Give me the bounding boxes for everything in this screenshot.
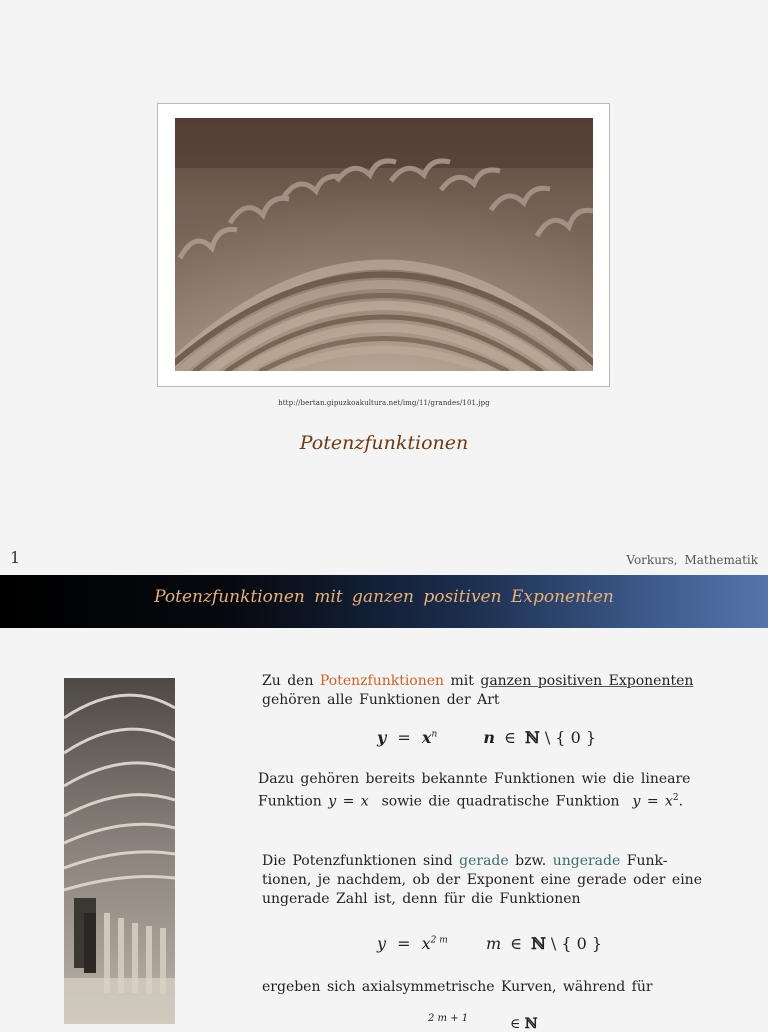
period: .	[678, 793, 684, 810]
term-gerade: gerade	[459, 853, 509, 869]
cloister-photo	[64, 678, 175, 1024]
formula-excluded: { 0 }	[561, 934, 603, 953]
gothic-arch-image	[175, 118, 593, 371]
text-a: Die Potenzfunktionen sind	[262, 853, 453, 869]
paragraph-definition	[262, 672, 722, 710]
formula-x: x	[421, 934, 431, 953]
formula-excluded: { 0 }	[555, 728, 597, 747]
formula-eq: =	[397, 934, 411, 953]
formula-var: n	[483, 728, 496, 747]
formula-in: ∈	[504, 728, 516, 747]
formula-exponent: 2 m	[430, 935, 448, 946]
text-c: Funk-	[626, 853, 668, 869]
term-potenzfunktionen: Potenzfunktionen	[319, 673, 445, 689]
paragraph-axial: ergeben sich axialsymmetrische Kurven, während für	[262, 979, 653, 995]
text-mid: mit	[450, 673, 474, 689]
formula-x: x	[421, 728, 432, 747]
text-quadratic: sowie die quadratische Funktion	[381, 793, 620, 810]
text-line1: Dazu gehören bereits bekannte Funktionen wie die lineare	[258, 771, 691, 787]
text-line2: tionen, je nachdem, ob der Exponent eine gerade oder eine	[262, 872, 702, 888]
term-ungerade: ungerade	[552, 853, 621, 869]
paragraph-examples	[258, 770, 728, 812]
formula-var: m	[485, 934, 502, 953]
formula-eq: =	[397, 728, 411, 747]
gothic-arch-photo	[175, 118, 593, 371]
formula-set: ℕ	[524, 1016, 538, 1032]
formula-quadratic-exp: 2	[672, 793, 679, 803]
cloister-image	[64, 678, 175, 1024]
formula-y: y	[377, 934, 387, 953]
formula-x2m	[377, 934, 602, 953]
footer-course: Vorkurs, Mathematik	[626, 553, 758, 567]
formula-set: ℕ	[531, 934, 546, 953]
formula-xn	[377, 728, 596, 747]
formula-setminus: \	[550, 934, 557, 953]
banner-title: Potenzfunktionen mit ganzen positiven Exponenten	[154, 587, 614, 607]
text-line3: ungerade Zahl ist, denn für die Funktionen	[262, 891, 581, 907]
formula-in: ∈	[510, 934, 523, 953]
formula-linear: y = x	[328, 793, 369, 810]
formula-quadratic: y = x	[632, 793, 673, 810]
text-prefix: Zu den	[262, 673, 314, 689]
formula-y: y	[377, 728, 387, 747]
text-line2: gehören alle Funktionen der Art	[262, 692, 500, 708]
formula-x2m1-set	[510, 1016, 538, 1032]
formula-exponent: n	[431, 729, 438, 740]
formula-set: ℕ	[525, 728, 540, 747]
text-b: bzw.	[515, 853, 547, 869]
underlined-exponents: ganzen positiven Exponenten	[480, 673, 694, 689]
image-source-url[interactable]: http://bertan.gipuzkoakultura.net/img/11/grandes/101.jpg	[278, 399, 490, 407]
formula-x2m1-exponent: 2 m + 1	[428, 1013, 469, 1024]
page-number: 1	[10, 548, 21, 567]
formula-setminus: \	[544, 728, 551, 747]
paragraph-even-odd	[262, 852, 710, 909]
text-funktion: Funktion	[258, 793, 322, 810]
formula-in: ∈	[510, 1016, 521, 1032]
slide-title: Potenzfunktionen	[299, 432, 469, 454]
